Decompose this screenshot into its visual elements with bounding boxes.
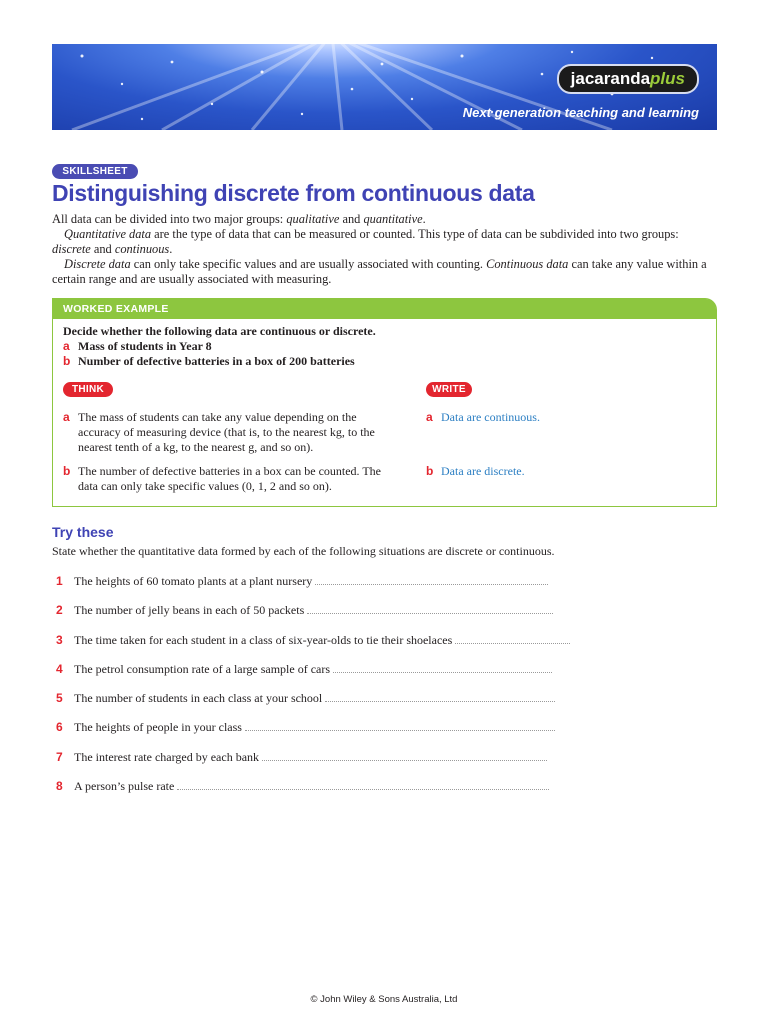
exercise-item: 1 The heights of 60 tomato plants at a plant nursery — [56, 574, 548, 589]
think-step-a: a The mass of students can take any value depending on the accuracy of measuring device (that is, to the nearest kg, to the nearest tenth of a kg, to the nearest g, and so on). — [63, 410, 375, 454]
question-part-a: a Mass of students in Year 8 — [63, 339, 212, 353]
jacaranda-plus-logo — [557, 64, 699, 94]
logo-plus: plus — [650, 69, 685, 88]
try-these-heading: Try these — [52, 524, 114, 540]
answer-line[interactable] — [333, 663, 552, 673]
answer-line[interactable] — [262, 751, 547, 761]
header-banner — [52, 44, 717, 130]
tagline: Next generation teaching and learning — [462, 105, 699, 120]
question-text: Decide whether the following data are continuous or discrete. — [63, 324, 376, 338]
exercise-item: 7 The interest rate charged by each bank — [56, 750, 547, 765]
answer-line[interactable] — [455, 634, 570, 644]
write-badge: WRITE — [426, 382, 472, 397]
intro-text — [52, 212, 717, 287]
answer-line[interactable] — [325, 692, 555, 702]
think-badge: THINK — [63, 382, 113, 397]
exercise-item: 6 The heights of people in your class — [56, 720, 555, 735]
answer-line[interactable] — [315, 575, 548, 585]
copyright-footer: © John Wiley & Sons Australia, Ltd — [310, 994, 458, 1005]
intro-paragraph-2: Quantitative data are the type of data that can be measured or counted. This type of data can be subdivided into two groups: discrete and continuous. — [52, 227, 679, 256]
worked-example-box — [52, 298, 717, 507]
page-title: Distinguishing discrete from continuous data — [52, 180, 535, 206]
worked-example-question — [63, 324, 376, 369]
intro-paragraph-1: All data can be divided into two major groups: qualitative and quantitative. — [52, 212, 426, 226]
exercise-item: 5 The number of students in each class at your school — [56, 691, 555, 706]
skillsheet-badge: SKILLSHEET — [52, 164, 138, 179]
answer-line[interactable] — [177, 780, 549, 790]
write-step-a: a Data are continuous. — [426, 410, 540, 424]
exercise-item: 4 The petrol consumption rate of a large sample of cars — [56, 662, 552, 677]
answer-line[interactable] — [307, 604, 553, 614]
question-part-b: b Number of defective batteries in a box of 200 batteries — [63, 354, 355, 368]
exercise-item: 8 A person’s pulse rate — [56, 779, 549, 794]
think-step-b: b The number of defective batteries in a box can be counted. The data can only take specific values (0, 1, 2 and so on). — [63, 464, 381, 493]
exercise-item: 3 The time taken for each student in a class of six-year-olds to tie their shoelaces — [56, 633, 570, 648]
exercise-item: 2 The number of jelly beans in each of 50 packets — [56, 603, 553, 618]
answer-line[interactable] — [245, 721, 555, 731]
write-step-b: b Data are discrete. — [426, 464, 525, 478]
logo-word: jacaranda — [570, 69, 651, 88]
intro-paragraph-3: Discrete data can only take specific values and are usually associated with counting. Continuous data can take any value within a certain range and are usually associated with measuring. — [52, 257, 707, 286]
worked-example-header: WORKED EXAMPLE — [53, 299, 716, 319]
try-these-instructions: State whether the quantitative data formed by each of the following situations are discrete or continuous. — [52, 544, 555, 558]
